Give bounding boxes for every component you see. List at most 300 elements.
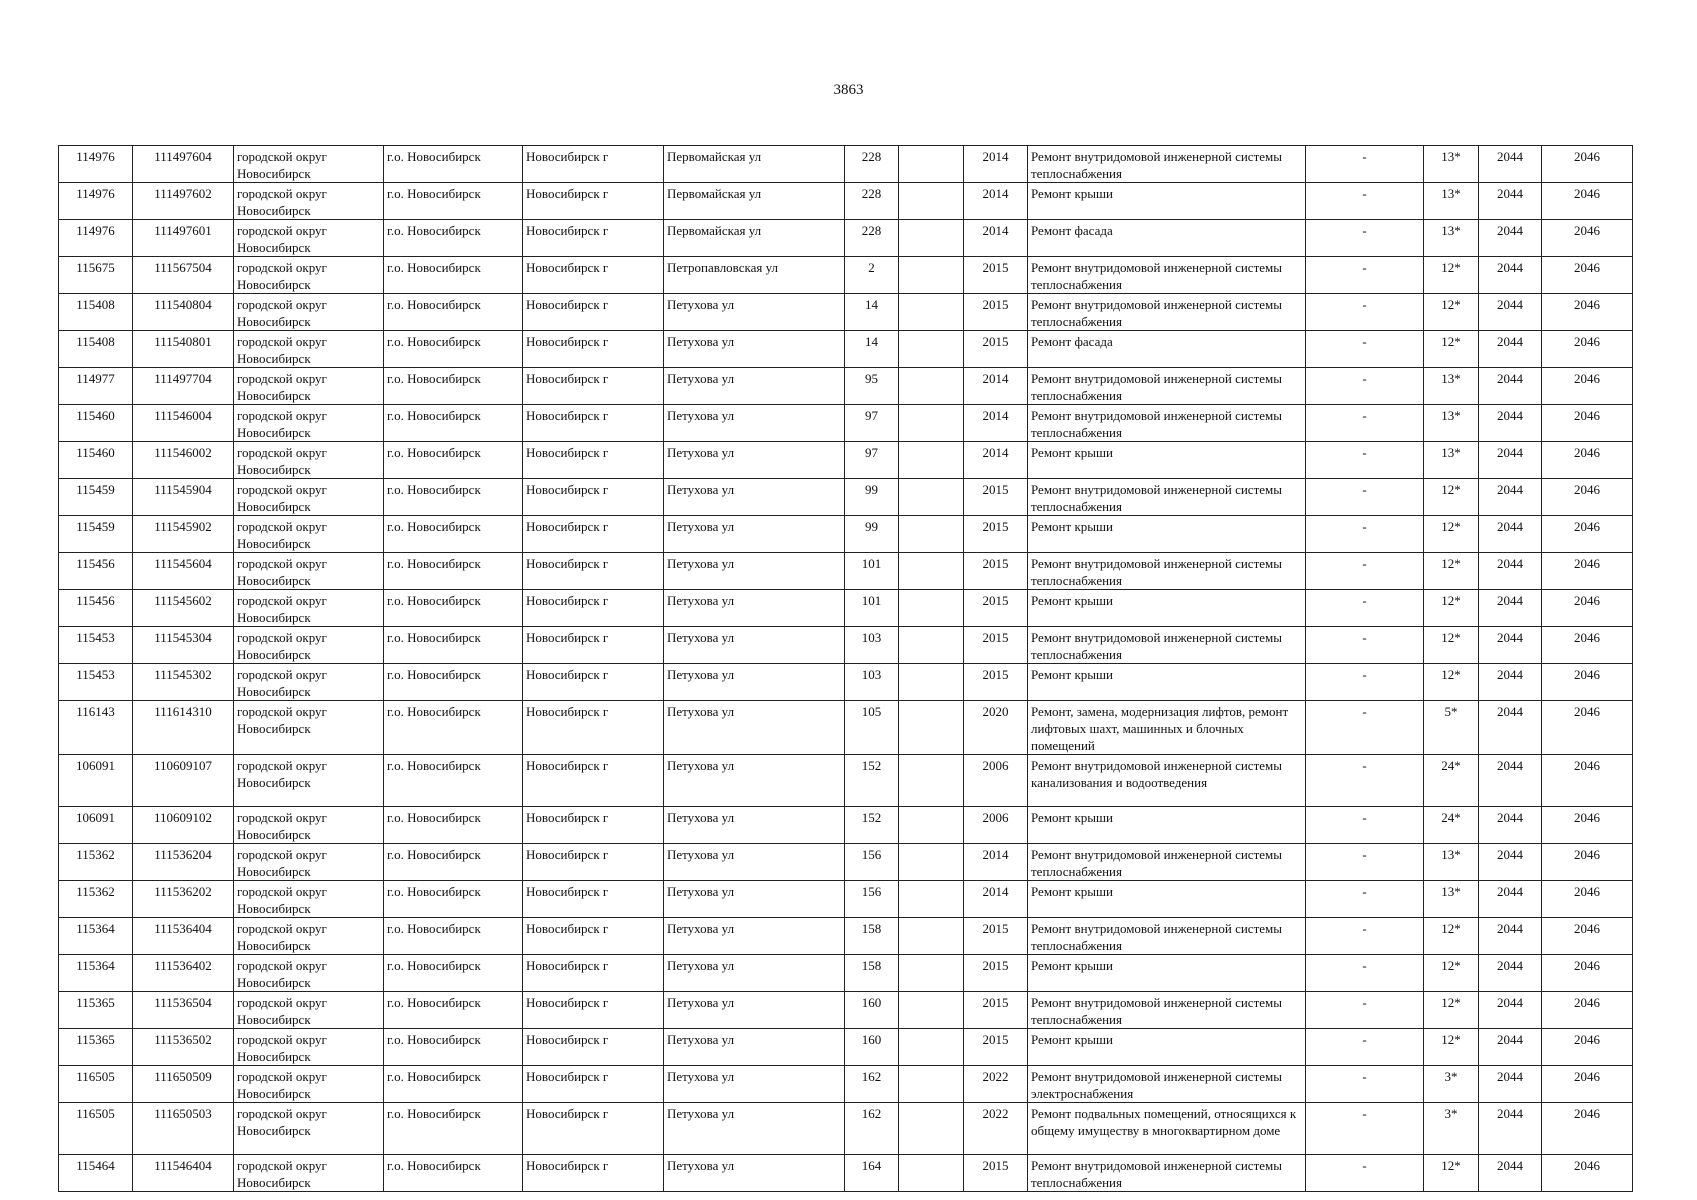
urban-district-cell: г.о. Новосибирск [384,918,523,955]
work-code-cell: 111536202 [133,881,234,918]
municipality-cell: городской округ Новосибирск [234,1029,384,1066]
urban-district-cell: г.о. Новосибирск [384,183,523,220]
building-letter-cell [899,479,964,516]
service-life-cell: 12* [1424,479,1479,516]
municipality-cell: городской округ Новосибирск [234,442,384,479]
table-row [59,881,1633,918]
table-row [59,294,1633,331]
house-id-cell: 115365 [59,1029,133,1066]
house-number-cell: 160 [845,1029,899,1066]
street-cell: Первомайская ул [664,183,845,220]
plan-start-year-cell: 2044 [1479,955,1542,992]
cost-cell: - [1306,257,1424,294]
service-life-cell: 12* [1424,1029,1479,1066]
construction-year-cell: 2014 [964,146,1028,183]
street-cell: Петухова ул [664,844,845,881]
plan-end-year-cell: 2046 [1542,1155,1633,1192]
street-cell: Петухова ул [664,1029,845,1066]
plan-start-year-cell: 2044 [1479,992,1542,1029]
urban-district-cell: г.о. Новосибирск [384,257,523,294]
settlement-cell: Новосибирск г [523,257,664,294]
urban-district-cell: г.о. Новосибирск [384,1103,523,1155]
municipality-cell: городской округ Новосибирск [234,479,384,516]
urban-district-cell: г.о. Новосибирск [384,992,523,1029]
table-row [59,553,1633,590]
construction-year-cell: 2014 [964,368,1028,405]
work-type-cell: Ремонт внутридомовой инженерной системы электроснабжения [1028,1066,1306,1103]
table-row [59,1103,1633,1155]
plan-end-year-cell: 2046 [1542,664,1633,701]
work-type-cell: Ремонт, замена, модернизация лифтов, ремонт лифтовых шахт, машинных и блочных помещений [1028,701,1306,755]
plan-end-year-cell: 2046 [1542,881,1633,918]
cost-cell: - [1306,405,1424,442]
service-life-cell: 5* [1424,701,1479,755]
construction-year-cell: 2014 [964,183,1028,220]
table-row [59,331,1633,368]
work-type-cell: Ремонт крыши [1028,955,1306,992]
plan-end-year-cell: 2046 [1542,294,1633,331]
plan-start-year-cell: 2044 [1479,755,1542,807]
work-code-cell: 111545304 [133,627,234,664]
house-number-cell: 101 [845,590,899,627]
work-type-cell: Ремонт крыши [1028,881,1306,918]
repair-schedule-table [58,145,1633,1192]
plan-start-year-cell: 2044 [1479,183,1542,220]
plan-end-year-cell: 2046 [1542,368,1633,405]
table-row [59,627,1633,664]
cost-cell: - [1306,1155,1424,1192]
urban-district-cell: г.о. Новосибирск [384,368,523,405]
settlement-cell: Новосибирск г [523,881,664,918]
work-code-cell: 111650509 [133,1066,234,1103]
work-code-cell: 111497601 [133,220,234,257]
municipality-cell: городской округ Новосибирск [234,220,384,257]
building-letter-cell [899,1066,964,1103]
urban-district-cell: г.о. Новосибирск [384,755,523,807]
municipality-cell: городской округ Новосибирск [234,807,384,844]
construction-year-cell: 2015 [964,664,1028,701]
plan-end-year-cell: 2046 [1542,955,1633,992]
house-number-cell: 162 [845,1066,899,1103]
urban-district-cell: г.о. Новосибирск [384,294,523,331]
work-type-cell: Ремонт внутридомовой инженерной системы теплоснабжения [1028,627,1306,664]
cost-cell: - [1306,992,1424,1029]
house-id-cell: 106091 [59,807,133,844]
street-cell: Петухова ул [664,992,845,1029]
settlement-cell: Новосибирск г [523,627,664,664]
plan-end-year-cell: 2046 [1542,844,1633,881]
house-number-cell: 97 [845,442,899,479]
work-code-cell: 111497704 [133,368,234,405]
service-life-cell: 12* [1424,918,1479,955]
municipality-cell: городской округ Новосибирск [234,368,384,405]
house-number-cell: 105 [845,701,899,755]
plan-end-year-cell: 2046 [1542,479,1633,516]
municipality-cell: городской округ Новосибирск [234,183,384,220]
street-cell: Петухова ул [664,294,845,331]
house-id-cell: 115460 [59,405,133,442]
house-number-cell: 14 [845,294,899,331]
street-cell: Петухова ул [664,1155,845,1192]
construction-year-cell: 2014 [964,881,1028,918]
construction-year-cell: 2020 [964,701,1028,755]
work-code-cell: 111497604 [133,146,234,183]
service-life-cell: 12* [1424,257,1479,294]
work-code-cell: 111536204 [133,844,234,881]
plan-end-year-cell: 2046 [1542,257,1633,294]
urban-district-cell: г.о. Новосибирск [384,405,523,442]
cost-cell: - [1306,590,1424,627]
table-row [59,146,1633,183]
work-code-cell: 111536402 [133,955,234,992]
table-row [59,664,1633,701]
plan-start-year-cell: 2044 [1479,479,1542,516]
work-type-cell: Ремонт внутридомовой инженерной системы теплоснабжения [1028,294,1306,331]
street-cell: Петухова ул [664,331,845,368]
house-number-cell: 103 [845,664,899,701]
construction-year-cell: 2015 [964,1029,1028,1066]
urban-district-cell: г.о. Новосибирск [384,516,523,553]
municipality-cell: городской округ Новосибирск [234,701,384,755]
house-id-cell: 115364 [59,955,133,992]
settlement-cell: Новосибирск г [523,146,664,183]
building-letter-cell [899,146,964,183]
house-id-cell: 115459 [59,479,133,516]
municipality-cell: городской округ Новосибирск [234,1066,384,1103]
table-row [59,1155,1633,1192]
table-row [59,479,1633,516]
urban-district-cell: г.о. Новосибирск [384,881,523,918]
work-type-cell: Ремонт внутридомовой инженерной системы теплоснабжения [1028,1155,1306,1192]
building-letter-cell [899,664,964,701]
cost-cell: - [1306,1029,1424,1066]
house-number-cell: 228 [845,146,899,183]
work-code-cell: 111545602 [133,590,234,627]
work-code-cell: 111536404 [133,918,234,955]
plan-end-year-cell: 2046 [1542,807,1633,844]
plan-start-year-cell: 2044 [1479,146,1542,183]
service-life-cell: 13* [1424,146,1479,183]
municipality-cell: городской округ Новосибирск [234,664,384,701]
plan-start-year-cell: 2044 [1479,331,1542,368]
service-life-cell: 12* [1424,553,1479,590]
work-code-cell: 111614310 [133,701,234,755]
house-number-cell: 14 [845,331,899,368]
street-cell: Петухова ул [664,368,845,405]
street-cell: Петухова ул [664,807,845,844]
street-cell: Петухова ул [664,755,845,807]
house-number-cell: 97 [845,405,899,442]
plan-end-year-cell: 2046 [1542,701,1633,755]
plan-start-year-cell: 2044 [1479,590,1542,627]
house-number-cell: 228 [845,220,899,257]
house-number-cell: 152 [845,755,899,807]
street-cell: Петухова ул [664,553,845,590]
plan-end-year-cell: 2046 [1542,183,1633,220]
settlement-cell: Новосибирск г [523,1066,664,1103]
street-cell: Петухова ул [664,1103,845,1155]
work-type-cell: Ремонт внутридомовой инженерной системы теплоснабжения [1028,918,1306,955]
work-type-cell: Ремонт крыши [1028,442,1306,479]
settlement-cell: Новосибирск г [523,1155,664,1192]
service-life-cell: 3* [1424,1103,1479,1155]
settlement-cell: Новосибирск г [523,755,664,807]
urban-district-cell: г.о. Новосибирск [384,1029,523,1066]
table-row [59,918,1633,955]
work-code-cell: 110609107 [133,755,234,807]
plan-start-year-cell: 2044 [1479,220,1542,257]
settlement-cell: Новосибирск г [523,220,664,257]
construction-year-cell: 2014 [964,844,1028,881]
work-code-cell: 111545604 [133,553,234,590]
cost-cell: - [1306,331,1424,368]
page-number: 3863 [833,82,864,98]
municipality-cell: городской округ Новосибирск [234,146,384,183]
cost-cell: - [1306,294,1424,331]
work-type-cell: Ремонт внутридомовой инженерной системы теплоснабжения [1028,368,1306,405]
building-letter-cell [899,257,964,294]
work-type-cell: Ремонт крыши [1028,590,1306,627]
street-cell: Петухова ул [664,955,845,992]
building-letter-cell [899,405,964,442]
plan-end-year-cell: 2046 [1542,755,1633,807]
plan-start-year-cell: 2044 [1479,627,1542,664]
building-letter-cell [899,701,964,755]
house-number-cell: 99 [845,479,899,516]
plan-start-year-cell: 2044 [1479,553,1542,590]
cost-cell: - [1306,146,1424,183]
house-id-cell: 115362 [59,881,133,918]
settlement-cell: Новосибирск г [523,1029,664,1066]
plan-start-year-cell: 2044 [1479,257,1542,294]
house-number-cell: 162 [845,1103,899,1155]
construction-year-cell: 2015 [964,516,1028,553]
settlement-cell: Новосибирск г [523,807,664,844]
urban-district-cell: г.о. Новосибирск [384,146,523,183]
construction-year-cell: 2015 [964,294,1028,331]
house-id-cell: 115408 [59,331,133,368]
service-life-cell: 12* [1424,516,1479,553]
work-code-cell: 111497602 [133,183,234,220]
house-id-cell: 115364 [59,918,133,955]
construction-year-cell: 2006 [964,755,1028,807]
cost-cell: - [1306,844,1424,881]
service-life-cell: 12* [1424,590,1479,627]
work-type-cell: Ремонт крыши [1028,516,1306,553]
cost-cell: - [1306,368,1424,405]
cost-cell: - [1306,220,1424,257]
service-life-cell: 3* [1424,1066,1479,1103]
plan-start-year-cell: 2044 [1479,918,1542,955]
table-row [59,590,1633,627]
service-life-cell: 12* [1424,627,1479,664]
house-number-cell: 95 [845,368,899,405]
plan-start-year-cell: 2044 [1479,881,1542,918]
urban-district-cell: г.о. Новосибирск [384,553,523,590]
house-id-cell: 115453 [59,627,133,664]
municipality-cell: городской округ Новосибирск [234,955,384,992]
work-code-cell: 111545302 [133,664,234,701]
table-row [59,955,1633,992]
work-type-cell: Ремонт фасада [1028,220,1306,257]
settlement-cell: Новосибирск г [523,405,664,442]
street-cell: Петухова ул [664,516,845,553]
cost-cell: - [1306,881,1424,918]
construction-year-cell: 2015 [964,479,1028,516]
plan-start-year-cell: 2044 [1479,368,1542,405]
urban-district-cell: г.о. Новосибирск [384,331,523,368]
table-row [59,1029,1633,1066]
service-life-cell: 13* [1424,881,1479,918]
work-code-cell: 111545904 [133,479,234,516]
house-id-cell: 114976 [59,220,133,257]
house-number-cell: 103 [845,627,899,664]
urban-district-cell: г.о. Новосибирск [384,701,523,755]
work-code-cell: 111650503 [133,1103,234,1155]
municipality-cell: городской округ Новосибирск [234,755,384,807]
cost-cell: - [1306,183,1424,220]
building-letter-cell [899,294,964,331]
work-code-cell: 111536504 [133,992,234,1029]
table-row [59,807,1633,844]
municipality-cell: городской округ Новосибирск [234,516,384,553]
work-code-cell: 111567504 [133,257,234,294]
construction-year-cell: 2015 [964,590,1028,627]
work-code-cell: 111546002 [133,442,234,479]
work-type-cell: Ремонт внутридомовой инженерной системы теплоснабжения [1028,992,1306,1029]
construction-year-cell: 2015 [964,331,1028,368]
plan-start-year-cell: 2044 [1479,294,1542,331]
construction-year-cell: 2015 [964,553,1028,590]
building-letter-cell [899,368,964,405]
work-type-cell: Ремонт крыши [1028,1029,1306,1066]
plan-end-year-cell: 2046 [1542,220,1633,257]
cost-cell: - [1306,955,1424,992]
urban-district-cell: г.о. Новосибирск [384,1066,523,1103]
building-letter-cell [899,220,964,257]
table-row [59,755,1633,807]
building-letter-cell [899,918,964,955]
plan-end-year-cell: 2046 [1542,1029,1633,1066]
work-type-cell: Ремонт внутридомовой инженерной системы теплоснабжения [1028,479,1306,516]
plan-start-year-cell: 2044 [1479,1155,1542,1192]
settlement-cell: Новосибирск г [523,992,664,1029]
work-code-cell: 111546404 [133,1155,234,1192]
settlement-cell: Новосибирск г [523,331,664,368]
work-type-cell: Ремонт крыши [1028,807,1306,844]
settlement-cell: Новосибирск г [523,479,664,516]
settlement-cell: Новосибирск г [523,844,664,881]
building-letter-cell [899,442,964,479]
service-life-cell: 13* [1424,368,1479,405]
street-cell: Петухова ул [664,1066,845,1103]
house-number-cell: 156 [845,881,899,918]
plan-start-year-cell: 2044 [1479,405,1542,442]
cost-cell: - [1306,664,1424,701]
plan-start-year-cell: 2044 [1479,442,1542,479]
cost-cell: - [1306,1103,1424,1155]
work-type-cell: Ремонт крыши [1028,183,1306,220]
building-letter-cell [899,1155,964,1192]
work-code-cell: 111545902 [133,516,234,553]
cost-cell: - [1306,516,1424,553]
building-letter-cell [899,627,964,664]
service-life-cell: 13* [1424,183,1479,220]
building-letter-cell [899,881,964,918]
table-row [59,844,1633,881]
urban-district-cell: г.о. Новосибирск [384,479,523,516]
street-cell: Петухова ул [664,479,845,516]
settlement-cell: Новосибирск г [523,1103,664,1155]
house-number-cell: 2 [845,257,899,294]
work-code-cell: 111546004 [133,405,234,442]
house-id-cell: 114976 [59,146,133,183]
construction-year-cell: 2014 [964,442,1028,479]
street-cell: Петухова ул [664,918,845,955]
urban-district-cell: г.о. Новосибирск [384,807,523,844]
plan-start-year-cell: 2044 [1479,844,1542,881]
building-letter-cell [899,1029,964,1066]
construction-year-cell: 2015 [964,992,1028,1029]
work-type-cell: Ремонт внутридомовой инженерной системы теплоснабжения [1028,844,1306,881]
plan-end-year-cell: 2046 [1542,146,1633,183]
settlement-cell: Новосибирск г [523,442,664,479]
settlement-cell: Новосибирск г [523,701,664,755]
service-life-cell: 13* [1424,844,1479,881]
house-id-cell: 115365 [59,992,133,1029]
house-id-cell: 115456 [59,590,133,627]
street-cell: Петухова ул [664,701,845,755]
table-row [59,992,1633,1029]
plan-end-year-cell: 2046 [1542,1066,1633,1103]
plan-end-year-cell: 2046 [1542,442,1633,479]
plan-end-year-cell: 2046 [1542,331,1633,368]
house-id-cell: 115459 [59,516,133,553]
construction-year-cell: 2015 [964,955,1028,992]
settlement-cell: Новосибирск г [523,516,664,553]
plan-start-year-cell: 2044 [1479,1029,1542,1066]
street-cell: Первомайская ул [664,146,845,183]
street-cell: Петухова ул [664,442,845,479]
house-id-cell: 116505 [59,1103,133,1155]
urban-district-cell: г.о. Новосибирск [384,955,523,992]
cost-cell: - [1306,1066,1424,1103]
house-number-cell: 164 [845,1155,899,1192]
plan-end-year-cell: 2046 [1542,918,1633,955]
building-letter-cell [899,331,964,368]
table-row [59,183,1633,220]
house-id-cell: 115362 [59,844,133,881]
house-id-cell: 115460 [59,442,133,479]
urban-district-cell: г.о. Новосибирск [384,442,523,479]
service-life-cell: 12* [1424,331,1479,368]
plan-start-year-cell: 2044 [1479,1066,1542,1103]
building-letter-cell [899,844,964,881]
plan-end-year-cell: 2046 [1542,1103,1633,1155]
house-id-cell: 115675 [59,257,133,294]
cost-cell: - [1306,807,1424,844]
building-letter-cell [899,755,964,807]
work-type-cell: Ремонт внутридомовой инженерной системы канализования и водоотведения [1028,755,1306,807]
house-id-cell: 114976 [59,183,133,220]
table-row [59,1066,1633,1103]
house-number-cell: 156 [845,844,899,881]
cost-cell: - [1306,627,1424,664]
urban-district-cell: г.о. Новосибирск [384,220,523,257]
municipality-cell: городской округ Новосибирск [234,1155,384,1192]
house-id-cell: 116505 [59,1066,133,1103]
plan-end-year-cell: 2046 [1542,992,1633,1029]
